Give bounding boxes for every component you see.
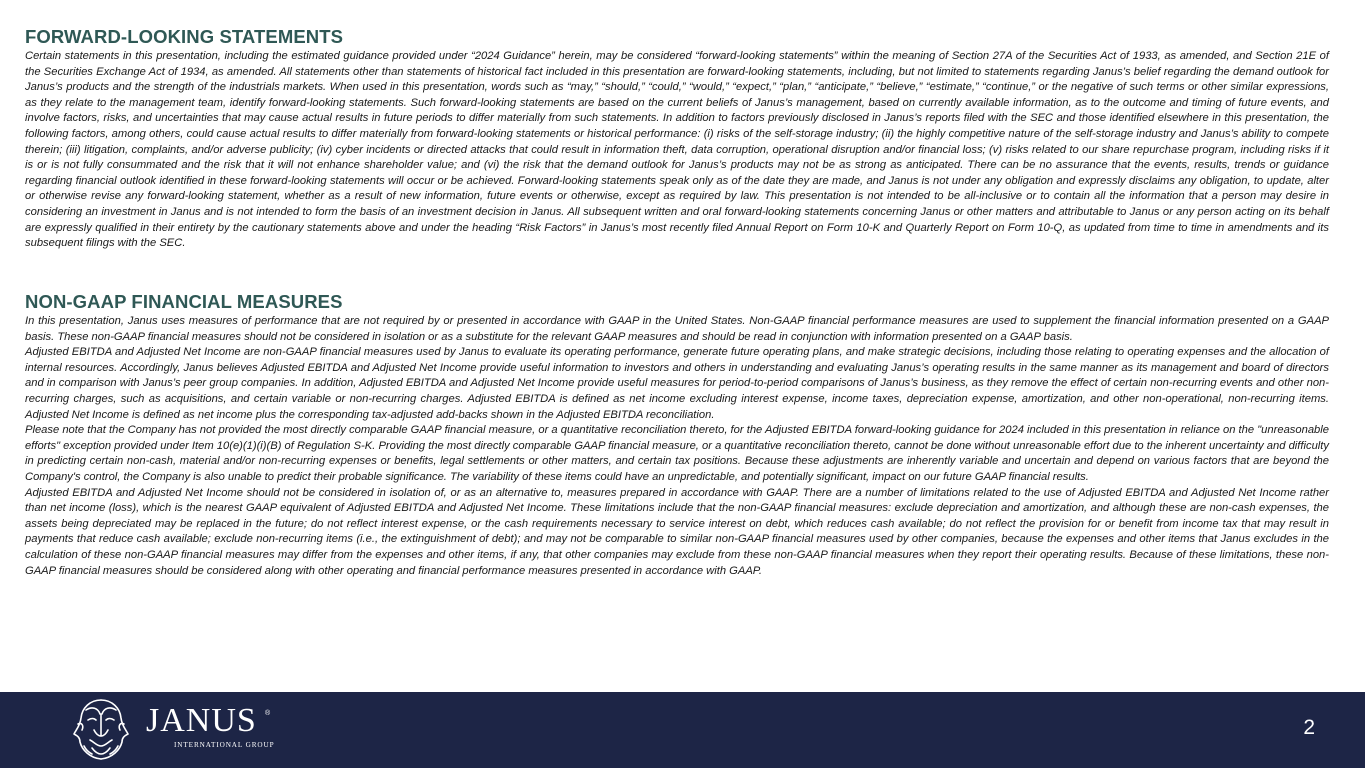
janus-head-emblem-icon (70, 696, 132, 762)
janus-logo (70, 696, 275, 762)
non-gaap-paragraph: Adjusted EBITDA and Adjusted Net Income are non-GAAP financial measures used by Janus to evaluate its operating performance, generate future operating plans, and make strategic decisions, including those relating to operating expenses and the allocation of internal resources. Accordingly, Janus believes Adjusted EBITDA and Adjusted Net Income provide useful information to investors and others in understanding and evaluating Janus’s operating results in the same manner as its management and board of directors and in comparison with Janus’s peer group companies. In addition, Adjusted EBITDA and Adjusted Net Income provide useful measures for period-to-period comparisons of Janus’s business, as they remove the effect of certain non-recurring events and other non-recurring charges, such as acquisitions, and certain variable or non-recurring charges. Adjusted EBITDA is defined as net income excluding interest expense, income taxes, depreciation expense, amortization, and other non-operational, non-recurring items. Adjusted Net Income is defined as net income plus the corresponding tax-adjusted add-backs shown in the Adjusted EBITDA reconciliation. (25, 346, 1329, 421)
non-gaap-paragraph: In this presentation, Janus uses measures of performance that are not required by or presented in accordance with GAAP in the United States. Non-GAAP financial performance measures are used to supplement the financial information presented on a GAAP basis. These non-GAAP financial measures should not be considered in isolation or as a substitute for the relevant GAAP measures and should be read in conjunction with information presented on a GAAP basis. (25, 315, 1329, 343)
forward-looking-heading: FORWARD-LOOKING STATEMENTS (25, 26, 344, 47)
non-gaap-paragraph: Adjusted EBITDA and Adjusted Net Income should not be considered in isolation of, or as an alternative to, measures prepared in accordance with GAAP. There are a number of limitations related to the use of Adjusted EBITDA and Adjusted Net Income rather than net income (loss), which is the nearest GAAP equivalent of Adjusted EBITDA and Adjusted Net Income. These limitations include that the non-GAAP financial measures: exclude depreciation and amortization, and although these are non-cash expenses, the assets being depreciated may be replaced in the future; do not reflect interest expense, or the cash requirements necessary to service interest on debt, which reduces cash available; do not reflect the provision for or benefit from income tax that may result in payments that reduce cash available; exclude non-recurring items (i.e., the extinguishment of debt); and may not be comparable to similar non-GAAP financial measures used by other companies, because the expenses and other items that Janus excludes in the calculation of these non-GAAP financial measures may differ from the expenses and other items, if any, that other companies may exclude from these non-GAAP financial measures when they report their operating results. Because of these limitations, these non-GAAP financial measures should be considered along with other operating and financial performance measures presented in accordance with GAAP. (25, 486, 1329, 577)
logo-subtitle: INTERNATIONAL GROUP (174, 741, 275, 749)
footer-bar (0, 692, 1365, 768)
logo-wordmark: JANUS (146, 702, 257, 739)
non-gaap-heading: NON-GAAP FINANCIAL MEASURES (25, 291, 343, 312)
logo-registered-mark: ® (265, 710, 271, 717)
forward-looking-body: Certain statements in this presentation, including the estimated guidance provided under “2024 Guidance” herein, may be considered “forward-looking statements” within the meaning of Section 27A of the Securities Act of 1933, as amended, and Section 21E of the Securities Exchange Act of 1934, as amended. All statements other than statements of historical fact included in this presentation are forward-looking statements, including, but not limited to statements regarding Janus’s belief regarding the demand outlook for Janus’s products and the strength of the industrials markets. When used in this presentation, words such as “may,” “should,” “could,” “would,” “expect,” “plan,” “anticipate,” “believe,” “estimate,” “continue,” or the negative of such terms or other similar expressions, as they relate to the management team, identify forward-looking statements. Such forward-looking statements are based on the current beliefs of Janus’s management, based on currently available information, as to the outcome and timing of future events, and involve factors, risks, and uncertainties that may cause actual results in future periods to differ materially from such statements. In addition to factors previously disclosed in Janus’s reports filed with the SEC and those identified elsewhere in this presentation, the following factors, among others, could cause actual results to differ materially from forward-looking statements or historical performance: (i) risks of the self-storage industry; (ii) the highly competitive nature of the self-storage industry and Janus’s ability to compete therein; (iii) litigation, complaints, and/or adverse publicity; (iv) cyber incidents or directed attacks that could result in information theft, data corruption, operational disruption and/or financial loss; (v) risks related to our share repurchase program, including risks if it is or is not fully consummated and the risk that it will not enhance shareholder value; and (vi) the risk that the demand outlook for Janus’s products may not be as strong as anticipated. There can be no assurance that the events, results, trends or guidance regarding financial outlook identified in these forward-looking statements will occur or be achieved. Forward-looking statements speak only as of the date they are made, and Janus is not under any obligation and expressly disclaims any obligation, to update, alter or otherwise revise any forward-looking statement, whether as a result of new information, future events or otherwise, except as required by law. This presentation is not intended to be all-inclusive or to contain all the information that a person may desire in considering an investment in Janus and is not intended to form the basis of an investment decision in Janus. All subsequent written and oral forward-looking statements concerning Janus or other matters and attributable to Janus or any person acting on its behalf are expressly qualified in their entirety by the cautionary statements above and under the heading “Risk Factors” in Janus’s most recently filed Annual Report on Form 10-K and Quarterly Report on Form 10-Q, as updated from time to time in amendments and its subsequent filings with the SEC. (25, 50, 1329, 250)
non-gaap-body (25, 314, 1329, 579)
non-gaap-paragraph: Please note that the Company has not provided the most directly comparable GAAP financial measure, or a quantitative reconciliation thereto, for the Adjusted EBITDA forward-looking guidance for 2024 included in this presentation in reliance on the "unreasonable efforts" exception provided under Item 10(e)(1)(i)(B) of Regulation S-K. Providing the most directly comparable GAAP financial measure, or a quantitative reconciliation thereto, cannot be done without unreasonable effort due to the inherent uncertainty and difficulty in predicting certain non-cash, material and/or non-recurring expenses or benefits, legal settlements or other matters, and certain tax positions. Because these adjustments are inherently variable and uncertain and depend on various factors that are beyond the Company's control, the Company is also unable to predict their probable significance. The variability of these items could have an unpredictable, and potentially significant, impact on our future GAAP financial results. (25, 424, 1329, 483)
page-number: 2 (1303, 716, 1315, 739)
